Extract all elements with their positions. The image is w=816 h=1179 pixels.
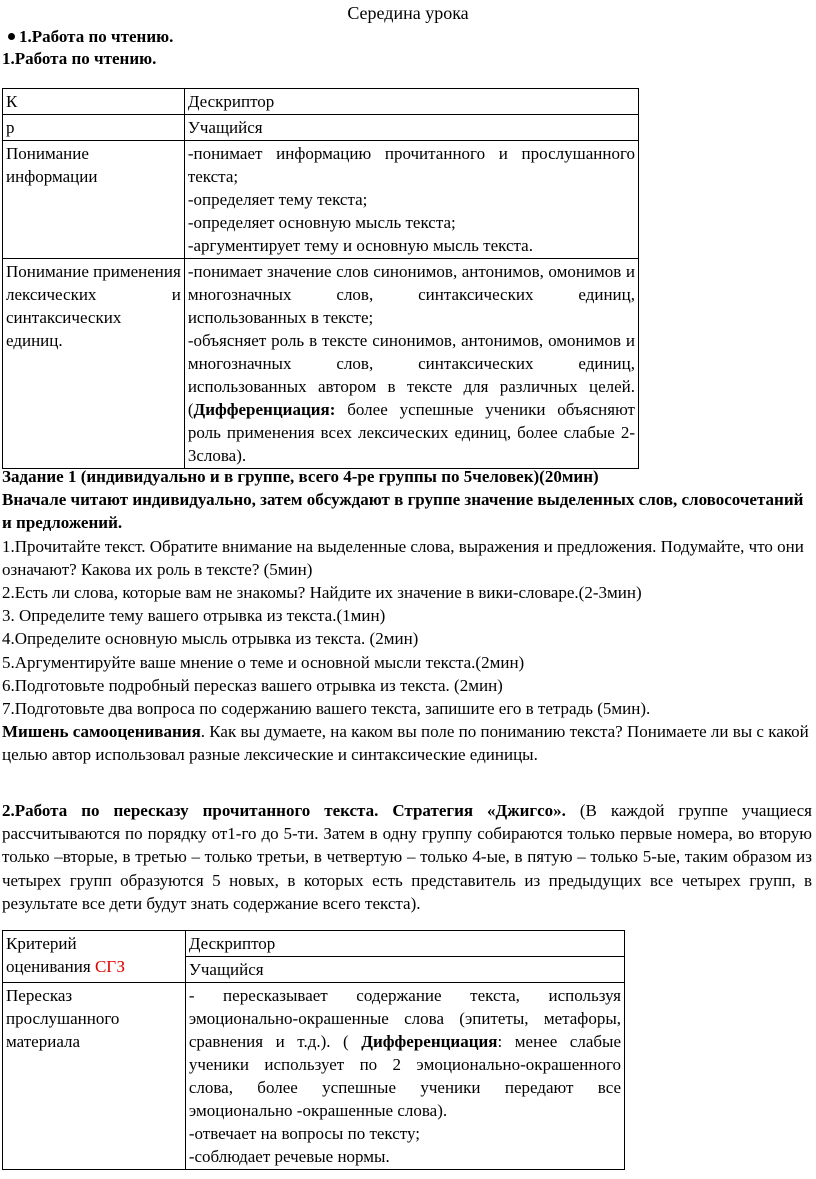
table-cell xyxy=(184,259,638,469)
self-assessment-target xyxy=(2,720,812,766)
header-label: Учащийся xyxy=(188,960,264,979)
descriptor-item: -определяет основную мысль текста; xyxy=(187,213,456,232)
bullet-icon xyxy=(8,33,15,40)
descriptor-item: -отвечает на вопросы по тексту; xyxy=(188,1124,421,1143)
table-cell xyxy=(184,115,638,141)
descriptor-item: -определяет тему текста; xyxy=(187,190,368,209)
table-row xyxy=(3,983,625,1170)
descriptor-table-2 xyxy=(2,930,625,1170)
header-label xyxy=(6,955,182,978)
table-row xyxy=(3,115,639,141)
table-cell xyxy=(185,957,624,983)
header-label: Дескриптор xyxy=(188,934,276,953)
task-item: 7.Подготовьте два вопроса по содержанию вашего текста, запишите его в тетрадь (5мин). xyxy=(2,699,651,719)
descriptor-item: -понимает значение слов синонимов, антонимов, омонимов и многозначных слов, синтаксических единиц, использованных в тексте; xyxy=(187,262,635,327)
task-item: 1.Прочитайте текст. Обратите внимание на выделенные слова, выражения и предложения. Подумайте, что они означают? Какова их роль в тексте? (5мин) xyxy=(2,536,804,579)
descriptor-text: : менее слабые ученики использует по 2 эмоционально-окрашенного слова, более успешные ученики передают все эмоционально -окрашенные слова). xyxy=(188,1032,621,1120)
differentiation-label: Дифференциация: xyxy=(193,400,336,419)
header-label-text: оценивания xyxy=(6,957,91,976)
table-cell xyxy=(3,141,185,259)
page-title: Середина урока xyxy=(347,3,469,23)
header-label: р xyxy=(6,118,15,137)
descriptor-item xyxy=(189,984,621,1122)
task-instruction: Вначале читают индивидуально, затем обсуждают в группе значение выделенных слов, словосочетаний и предложений. xyxy=(2,490,804,533)
sgz-label: СГЗ xyxy=(94,957,126,976)
heading-bullet-text: 1.Работа по чтению. xyxy=(19,27,174,46)
criterion-label: Понимание информации xyxy=(6,144,98,186)
table-cell xyxy=(184,141,638,259)
task-item: 3. Определите тему вашего отрывка из текста.(1мин) xyxy=(2,606,386,626)
table-cell xyxy=(3,259,185,469)
target-text: . Как вы думаете, на каком вы поле по пониманию текста? Понимаете ли вы с какой целью автор использовал разные лексические и синтаксические единицы. xyxy=(2,722,809,765)
task-item: 5.Аргументируйте ваше мнение о теме и основной мысли текста.(2мин) xyxy=(2,652,525,672)
table-cell xyxy=(185,983,624,1170)
task-item: 6.Подготовьте подробный пересказ вашего отрывка из текста. (2мин) xyxy=(2,675,503,695)
header-label: Учащийся xyxy=(187,118,263,137)
section-2-text: (В каждой группе учащиеся рассчитываются по порядку от1-го до 5-ти. Затем в одну группу собираются только первые номера, во вторую только –вторые, в третью – только третьи, в четвертую – только 4-ые, в пятую – только 5-ые, таким образом из четырех групп образуются 5 новых, в которых есть представитель из предыдущих все четырех групп, в результате все дети будут знать содержание всего текста). xyxy=(2,801,813,913)
table-cell xyxy=(185,931,624,957)
heading-bullet xyxy=(8,26,173,48)
table-cell xyxy=(3,89,185,115)
table-cell xyxy=(3,931,186,983)
descriptor-item: -аргументирует тему и основную мысль текста. xyxy=(187,236,533,255)
descriptor-text: -объясняет роль в тексте синонимов, антонимов, омонимов и многозначных слов, синтаксических единиц, использованных автором в тексте для различных целей. ( xyxy=(187,331,635,419)
table-row xyxy=(3,89,639,115)
header-label: Дескриптор xyxy=(187,92,275,111)
table-cell xyxy=(3,983,186,1170)
criterion-label: Пересказ прослушанного материала xyxy=(6,986,120,1051)
table-row xyxy=(3,259,639,469)
target-label: Мишень самооценивания xyxy=(2,722,201,742)
heading: 1.Работа по чтению. xyxy=(2,49,157,68)
descriptor-item: -понимает информацию прочитанного и прослушанного текста; xyxy=(187,144,635,186)
descriptor-item: -соблюдает речевые нормы. xyxy=(188,1147,390,1166)
task-item: 2.Есть ли слова, которые вам не знакомы? Найдите их значение в вики-словаре.(2-3мин) xyxy=(2,583,642,603)
descriptor-item xyxy=(188,329,635,467)
task-item: 4.Определите основную мысль отрывка из текста. (2мин) xyxy=(2,629,419,649)
table-row xyxy=(3,931,625,957)
descriptor-text: - пересказывает содержание текста, используя эмоционально-окрашенные слова (эпитеты, метафоры, сравнения и т.д.). ( xyxy=(188,986,621,1051)
table-cell xyxy=(184,89,638,115)
table-cell xyxy=(3,115,185,141)
section-2-title: 2.Работа по пересказу прочитанного текста. Стратегия «Джигсо». xyxy=(2,801,566,820)
task-title: Задание 1 (индивидуально и в группе, всего 4-ре группы по 5человек)(20мин) xyxy=(2,467,599,486)
descriptor-table-1 xyxy=(2,88,639,469)
header-label: Критерий xyxy=(6,934,77,953)
section-2 xyxy=(2,799,812,915)
header-label: К xyxy=(6,92,18,111)
task-1 xyxy=(2,465,812,767)
criterion-label: Понимание применения лексических и синтаксических единиц. xyxy=(6,262,181,350)
differentiation-label: Дифференциация xyxy=(361,1032,498,1051)
table-row xyxy=(3,141,639,259)
descriptor-text: более успешные ученики объясняют роль применения всех лексических единиц, более слабые 2-3слова). xyxy=(187,400,635,465)
